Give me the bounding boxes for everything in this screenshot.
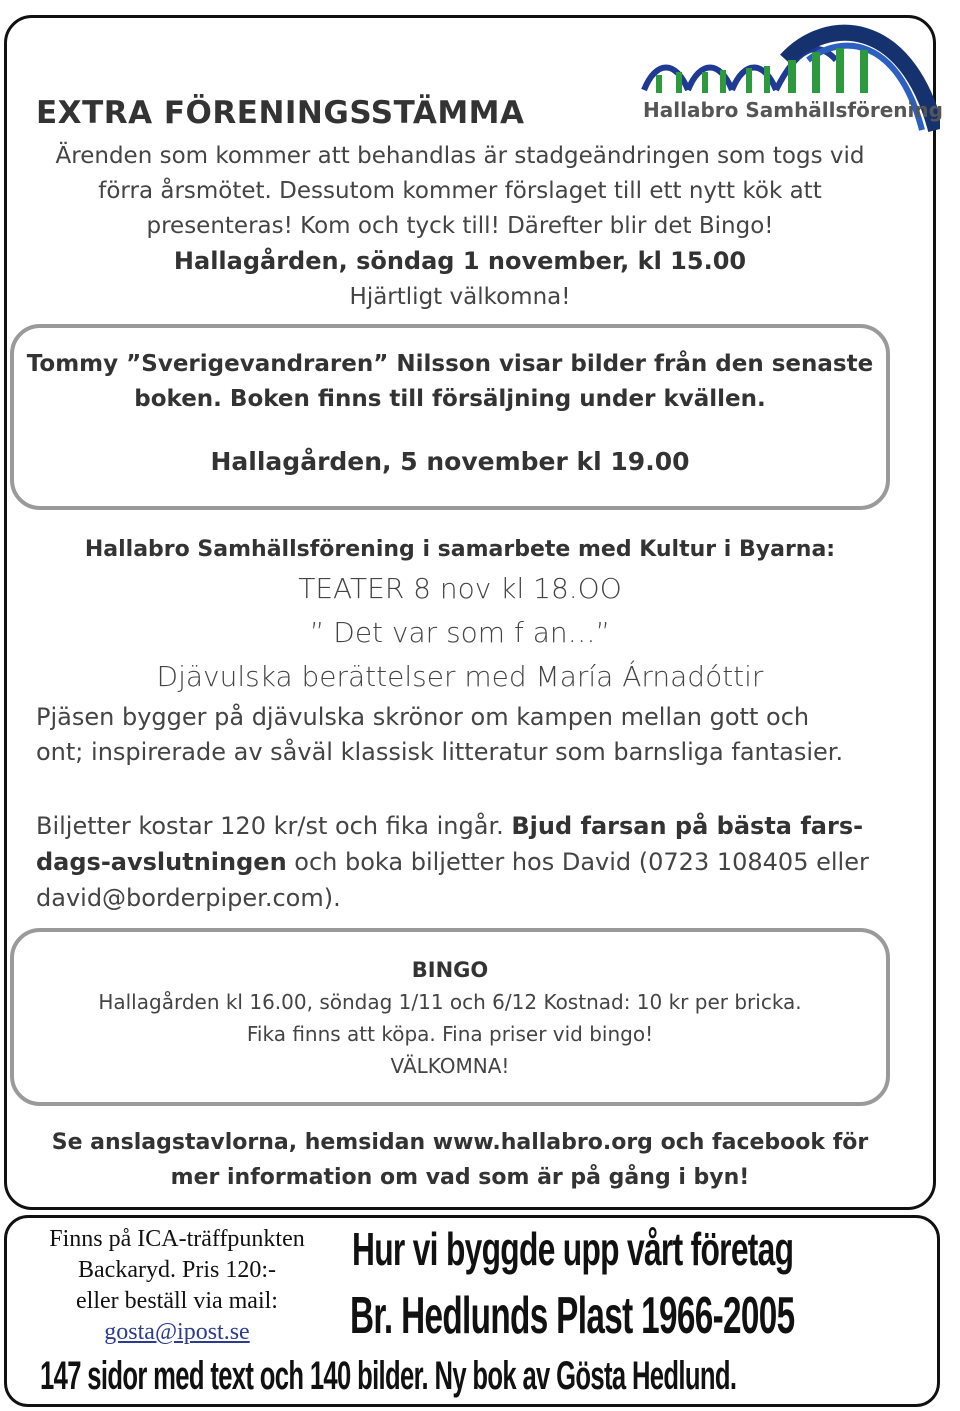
ad-email-link[interactable]: gosta@ipost.se [104,1319,250,1345]
ad-info [8,1224,346,1348]
ticket-highlight-cont: dags-avslutningen [36,848,287,876]
stamma-title: EXTRA FÖRENINGSSTÄMMA [36,95,525,131]
ticket-price: Biljetter kostar 120 kr/st och fika ingår. [36,812,512,840]
ad-info-line: Backaryd. Pris 120:- [78,1257,276,1283]
teater-description [36,700,916,770]
ad-headline: Br. Hedlunds Plast 1966-2005 [350,1287,795,1345]
stamma-line: presenteras! Kom och tyck till! Därefter blir det Bingo! [146,213,774,239]
ticket-highlight: Bjud farsan på bästa fars- [511,812,864,840]
ad-headline: Hur vi byggde upp vårt företag [352,1223,794,1275]
stamma-line: förra årsmötet. Dessutom kommer förslaget till ett nytt kök att [98,178,822,204]
stamma-welcome: Hjärtligt välkomna! [349,284,571,310]
teater-heading: Hallabro Samhällsförening i samarbete med Kultur i Byarna: [84,537,836,562]
bingo-line: Hallagården kl 16.00, söndag 1/11 och 6/12 Kostnad: 10 kr per bricka. [98,990,802,1014]
info-line: Se anslagstavlorna, hemsidan www.hallabro.org och facebook för [51,1130,869,1155]
stamma-line: Ärenden som kommer att behandlas är stadgeändringen som togs vid [55,143,865,169]
teater-title: ” Det var som f an…” [309,616,611,649]
bingo-line: VÄLKOMNA! [390,1054,510,1078]
teater-date: TEATER 8 nov kl 18.OO [298,572,622,605]
teater-desc-line: ont; inspirerade av såväl klassisk litteratur som barnsliga fantasier. [36,738,844,766]
stamma-text [30,139,890,244]
tommy-line: boken. Boken finns till försäljning under kvällen. [134,386,766,412]
stamma-when: Hallagården, söndag 1 november, kl 15.00 [173,247,747,275]
bingo-title: BINGO [411,958,489,982]
bingo-line: Fika finns att köpa. Fina priser vid bingo! [246,1022,654,1046]
ticket-email: david@borderpiper.com). [36,884,341,912]
teater-subtitle: Djävulska berättelser med María Árnadóttir [156,660,764,693]
teater-desc-line: Pjäsen bygger på djävulska skrönor om kampen mellan gott och [36,703,810,731]
teater-tickets [36,808,916,916]
bingo-box [10,928,890,1106]
ad-info-line: Finns på ICA-träffpunkten [49,1226,305,1252]
ticket-booking: och boka biljetter hos David (0723 108405 eller [286,848,869,876]
tommy-when: Hallagården, 5 november kl 19.00 [210,447,690,476]
ad-bottom-line: 147 sidor med text och 140 bilder. Ny bok av Gösta Hedlund. [40,1354,737,1398]
logo-label: Hallabro Samhällsförening [643,98,943,122]
info-line: mer information om vad som är på gång i byn! [170,1165,750,1190]
ad-info-line: eller beställ via mail: [76,1288,278,1314]
tommy-line: Tommy ”Sverigevandraren” Nilsson visar bilder från den senaste [26,351,874,377]
